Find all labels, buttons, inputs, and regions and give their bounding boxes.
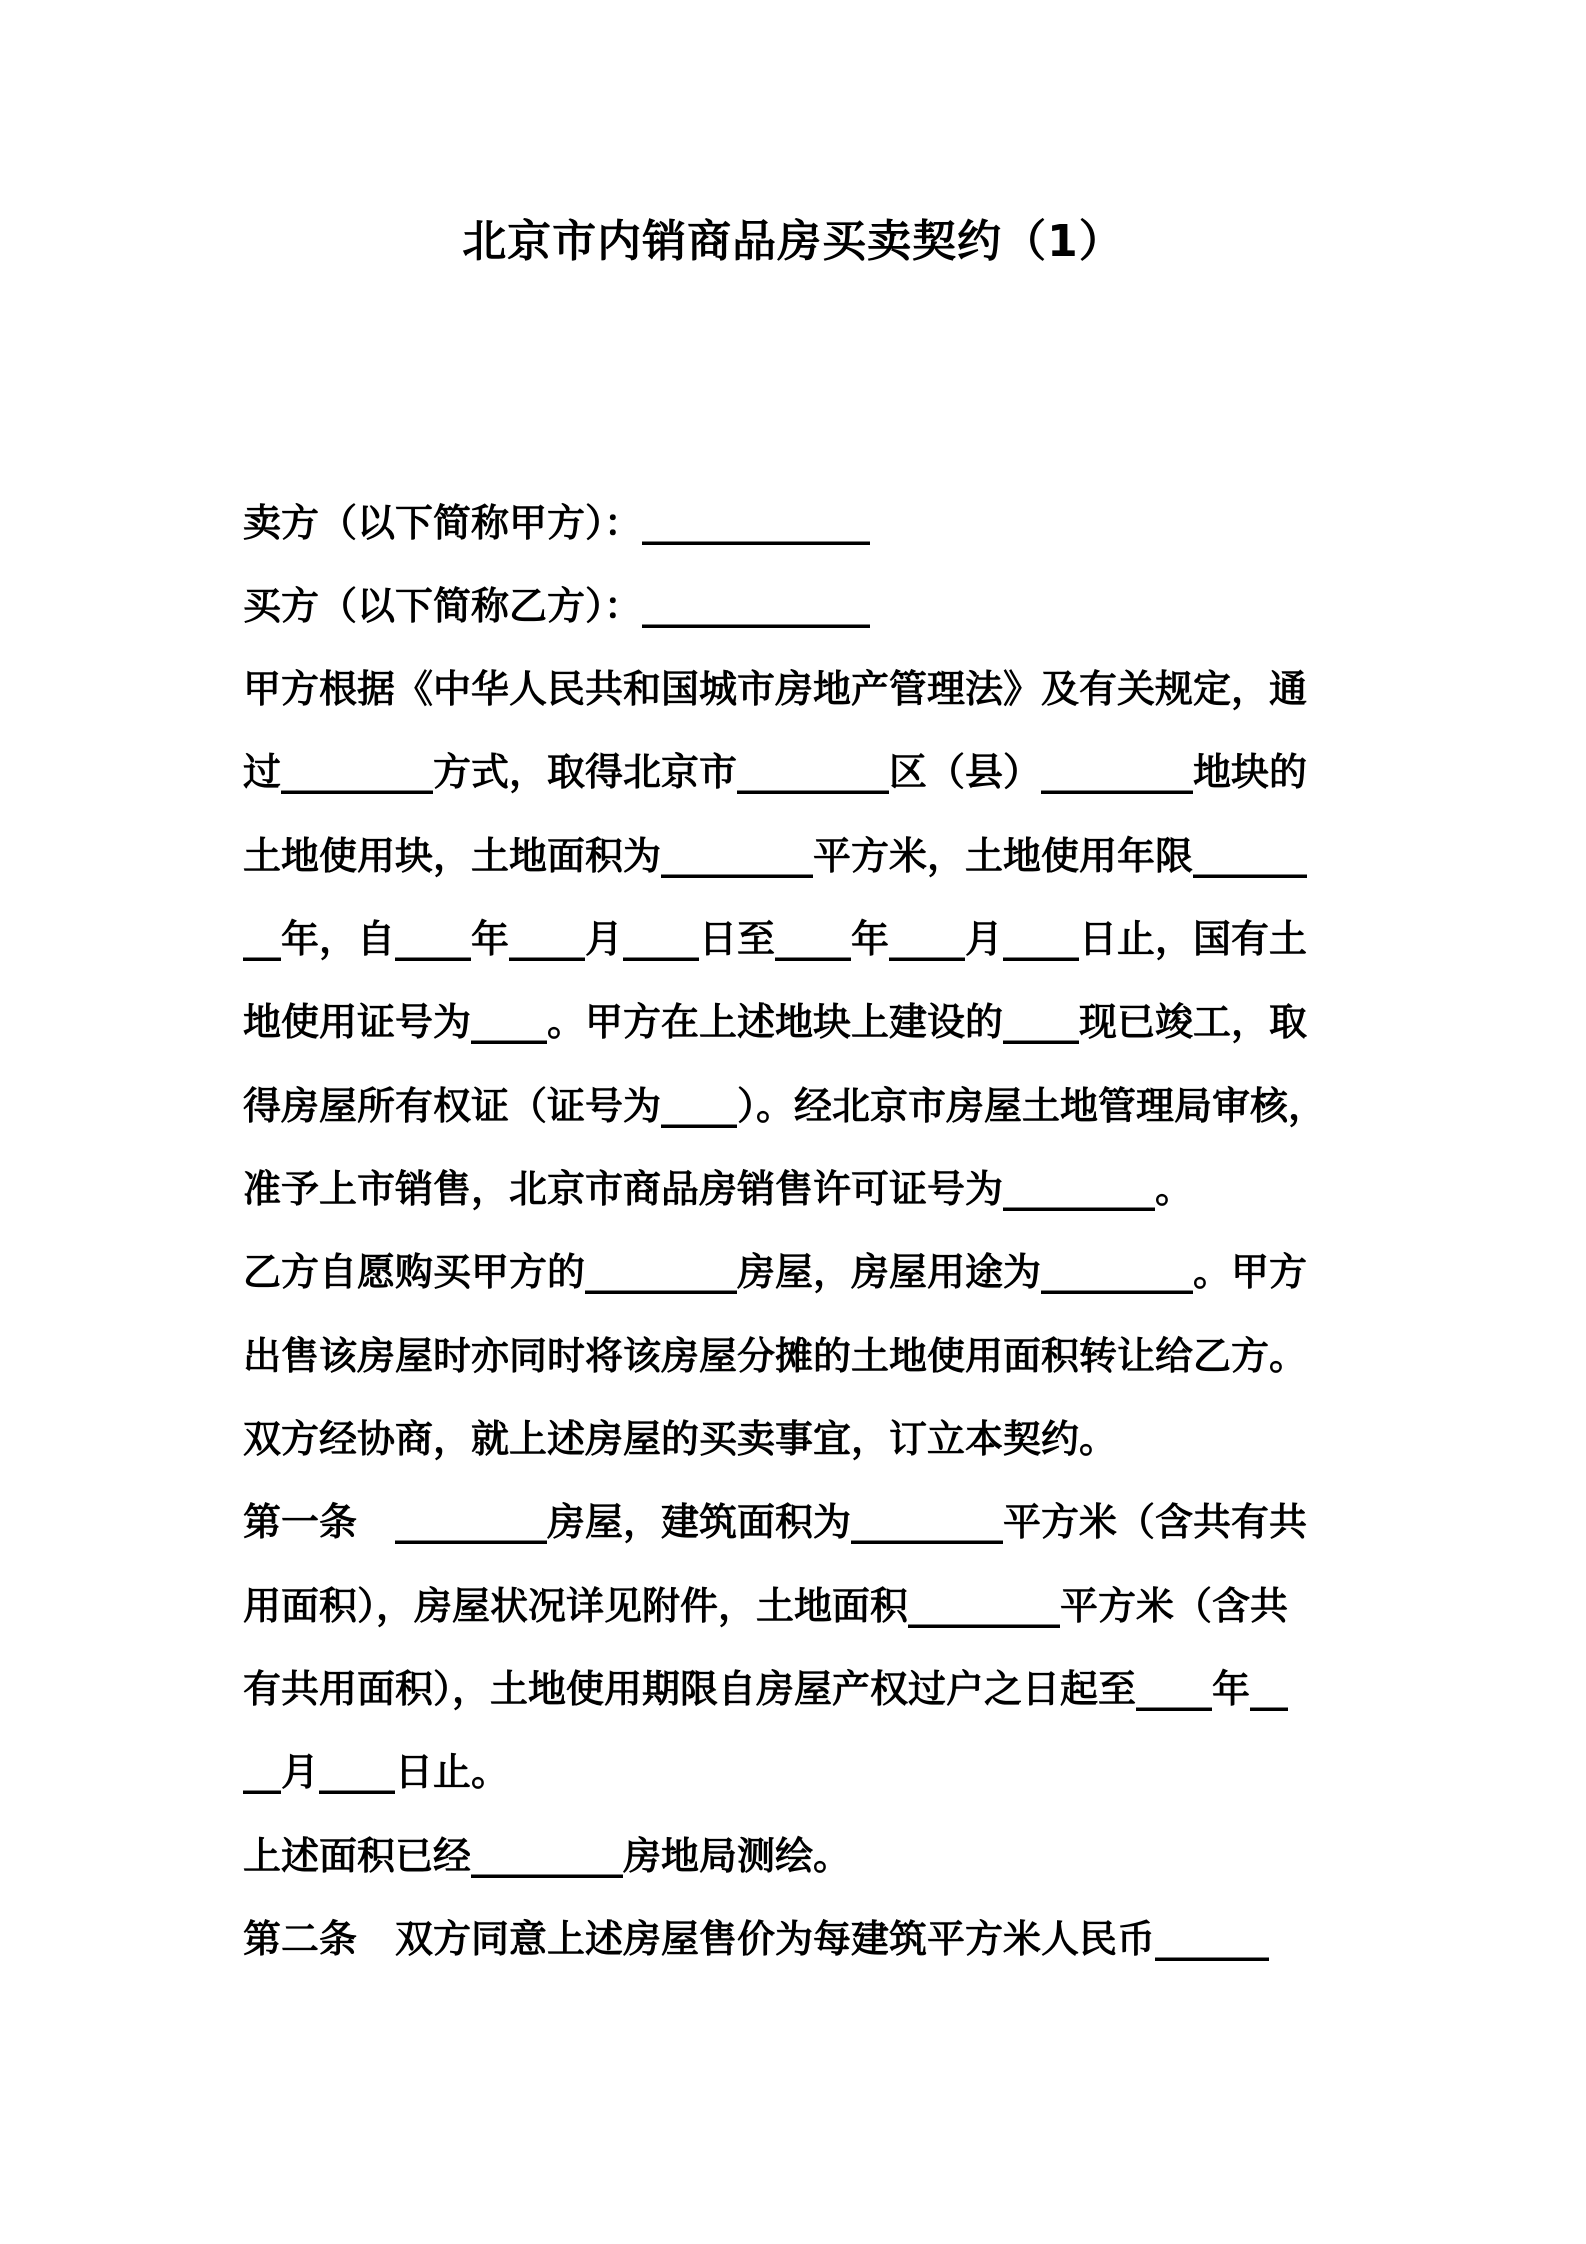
text-line: 卖方（以下简称甲方）：____________ [243,501,871,545]
text-line: 乙方自愿购买甲方的________房屋，房屋用途为________。甲方 [243,1250,1308,1294]
text-line: 地使用证号为____。甲方在上述地块上建设的____现已竣工，取 [243,1000,1308,1044]
text-line: 买方（以下简称乙方）：____________ [243,584,871,628]
text-line: 得房屋所有权证（证号为____）。经北京市房屋土地管理局审核， [243,1084,1327,1128]
text-line: 出售该房屋时亦同时将该房屋分摊的土地使用面积转让给乙方。 [243,1334,1308,1378]
text-line: 用面积），房屋状况详见附件，土地面积________平方米（含共 [243,1584,1289,1628]
text-line: __月____日止。 [243,1750,510,1794]
document-title: 北京市内销商品房买卖契约（1） [462,216,1124,267]
text-line: __年，自____年____月____日至____年____月____日止，国有土 [243,917,1308,961]
text-line: 第一条 ________房屋，建筑面积为________平方米（含共有共 [243,1500,1308,1544]
text-line: 准予上市销售，北京市商品房销售许可证号为________。 [243,1167,1194,1211]
text-line: 甲方根据《中华人民共和国城市房地产管理法》及有关规定，通 [243,667,1308,711]
text-line: 第二条 双方同意上述房屋售价为每建筑平方米人民币______ [243,1917,1270,1961]
text-line: 土地使用块，土地面积为________平方米，土地使用年限______ [243,834,1308,878]
text-line: 过________方式，取得北京市________区（县）________地块的 [243,750,1308,794]
text-line: 上述面积已经________房地局测绘。 [243,1834,852,1878]
text-line: 双方经协商，就上述房屋的买卖事宜，订立本契约。 [243,1417,1118,1461]
text-line: 有共用面积），土地使用期限自房屋产权过户之日起至____年__ [243,1667,1289,1711]
